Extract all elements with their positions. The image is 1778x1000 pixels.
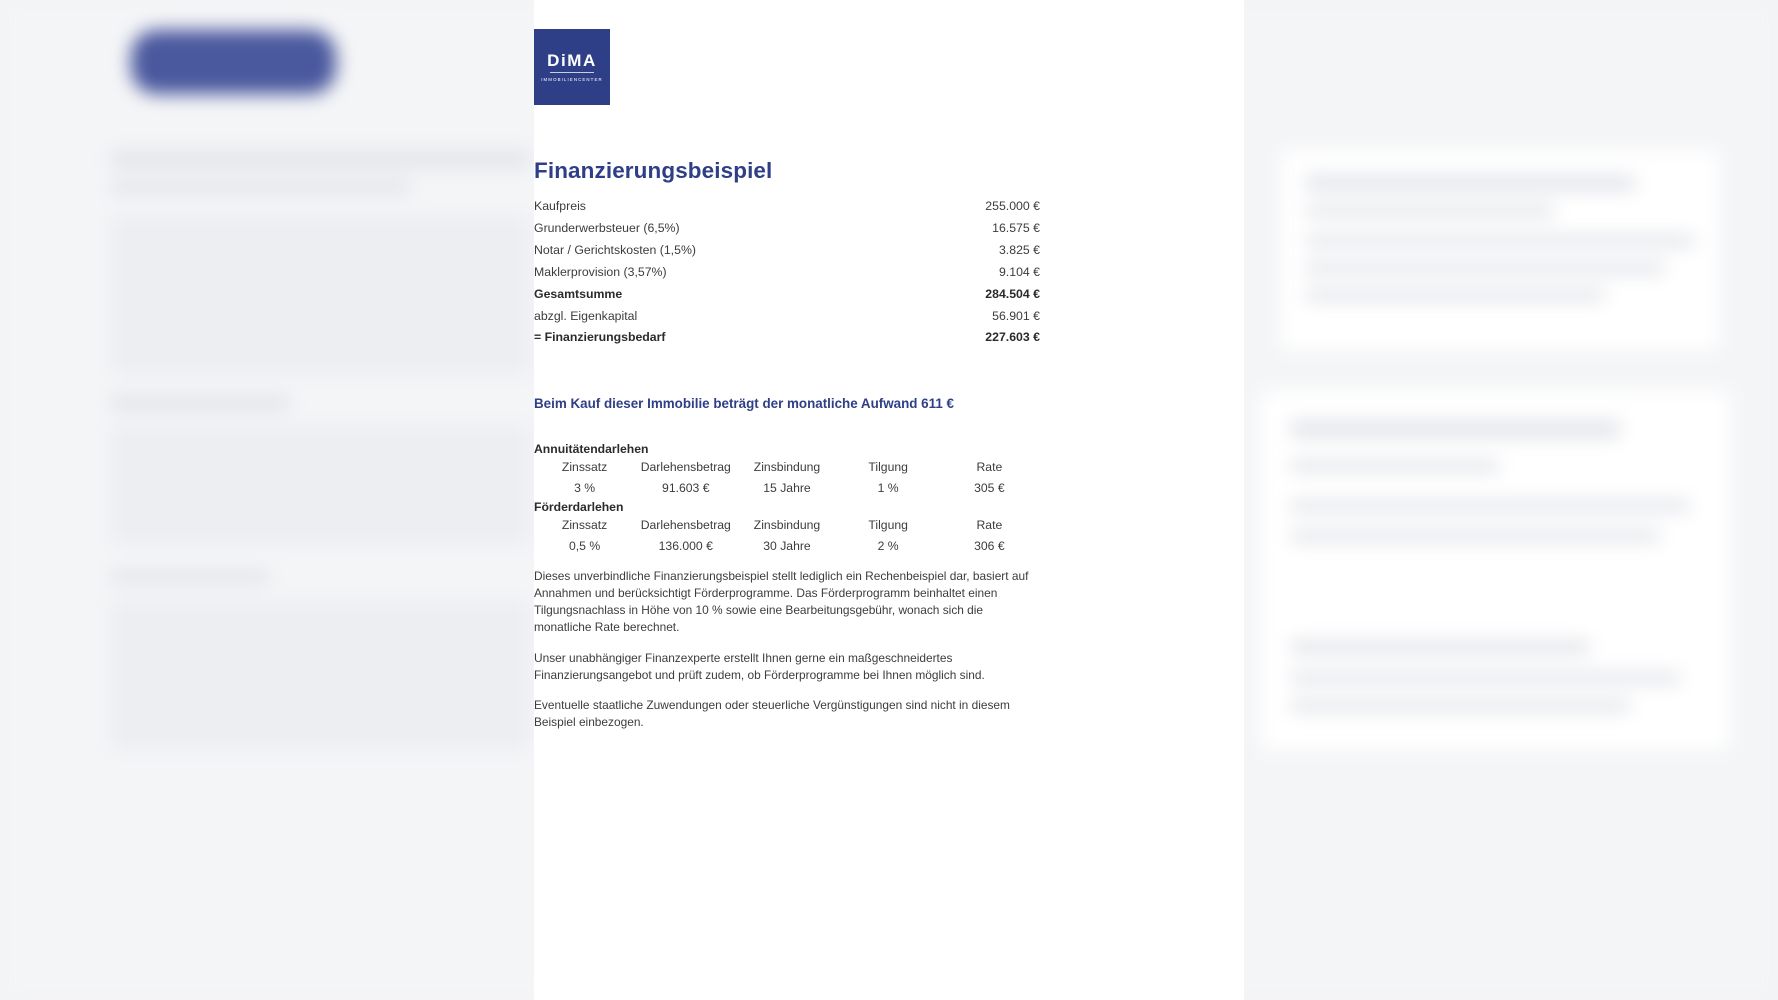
loan-cell: 91.603 € xyxy=(662,481,710,495)
column-header: Darlehensbetrag xyxy=(640,518,731,532)
logo-divider xyxy=(550,72,594,73)
table-row xyxy=(534,327,1040,349)
note-paragraph: Eventuelle staatliche Zuwendungen oder steuerliche Vergünstigungen sind nicht in diesem Beispiel einbezogen. xyxy=(534,698,1010,730)
loan-cell: 136.000 € xyxy=(658,539,713,553)
cost-label: Kaufpreis xyxy=(534,198,586,213)
table-header-row xyxy=(534,458,1040,480)
table-row xyxy=(534,538,1040,557)
loan-name: Förderdarlehen xyxy=(534,500,624,514)
column-header: Zinssatz xyxy=(561,518,608,532)
table-row xyxy=(534,261,1040,283)
monthly-cost-statement: Beim Kauf dieser Immobilie beträgt der monatliche Aufwand 611 € xyxy=(534,396,954,411)
cost-value: 9.104 € xyxy=(998,264,1040,279)
loan-table xyxy=(534,458,1040,499)
company-logo xyxy=(534,29,610,105)
loan-block-subsidy xyxy=(534,500,1040,557)
cost-value: 3.825 € xyxy=(998,242,1040,257)
table-row xyxy=(534,239,1040,261)
background-logo xyxy=(131,30,336,94)
cost-breakdown-table xyxy=(534,195,1040,348)
table-header-row xyxy=(534,516,1040,538)
disclaimer-notes xyxy=(534,568,1040,745)
table-row xyxy=(534,305,1040,327)
cost-rows xyxy=(534,195,1040,348)
note-paragraph: Dieses unverbindliche Finanzierungsbeispiel stellt lediglich ein Rechenbeispiel dar, basiert auf Annahmen und berücksichtigt Förderprogramme. Das Förderprogramm beinhaltet einen Tilgungsnachlass in Höhe von 10 % sowie eine Bearbeitungsgebühr, wonach sich die monatliche Rate berechnet. xyxy=(534,569,1029,634)
table-row xyxy=(534,283,1040,305)
loan-cell: 2 % xyxy=(877,539,899,553)
table-row xyxy=(534,195,1040,217)
loan-cell: 3 % xyxy=(574,481,596,495)
column-header: Zinssatz xyxy=(561,460,608,474)
column-header: Tilgung xyxy=(868,518,908,532)
loan-table xyxy=(534,516,1040,557)
loan-name: Annuitätendarlehen xyxy=(534,442,649,456)
cost-value: 16.575 € xyxy=(992,220,1040,235)
cost-label: Maklerprovision (3,57%) xyxy=(534,264,667,279)
cost-value: 284.504 € xyxy=(985,286,1040,301)
table-row xyxy=(534,217,1040,239)
table-row xyxy=(534,480,1040,499)
logo-subtitle: IMMOBILIENCENTER xyxy=(541,76,603,82)
cost-value: 56.901 € xyxy=(992,308,1040,323)
logo-wordmark: DiMA xyxy=(547,50,597,70)
column-header: Zinsbindung xyxy=(753,518,821,532)
loan-cell: 0,5 % xyxy=(569,539,601,553)
column-header: Rate xyxy=(976,460,1003,474)
document-sheet xyxy=(534,0,1244,1000)
column-header: Tilgung xyxy=(868,460,908,474)
note-paragraph: Unser unabhängiger Finanzexperte erstellt Ihnen gerne ein maßgeschneidertes Finanzierungsangebot und prüft zudem, ob Förderprogramme bei Ihnen möglich sind. xyxy=(534,650,985,682)
cost-label: Gesamtsumme xyxy=(534,286,623,301)
loan-block-annuity xyxy=(534,442,1040,499)
loan-cell: 30 Jahre xyxy=(763,539,811,553)
column-header: Rate xyxy=(976,518,1003,532)
cost-label: = Finanzierungsbedarf xyxy=(534,330,666,345)
cost-label: Grunderwerbsteuer (6,5%) xyxy=(534,220,680,235)
loan-cell: 1 % xyxy=(877,481,899,495)
cost-label: abzgl. Eigenkapital xyxy=(534,308,638,323)
loan-cell: 306 € xyxy=(974,539,1005,553)
cost-value: 255.000 € xyxy=(985,198,1040,213)
cost-value: 227.603 € xyxy=(985,330,1040,345)
loan-cell: 305 € xyxy=(974,481,1005,495)
cost-label: Notar / Gerichtskosten (1,5%) xyxy=(534,242,696,257)
column-header: Darlehensbetrag xyxy=(640,460,731,474)
column-header: Zinsbindung xyxy=(753,460,821,474)
page-title: Finanzierungsbeispiel xyxy=(534,158,773,183)
loan-cell: 15 Jahre xyxy=(763,481,811,495)
